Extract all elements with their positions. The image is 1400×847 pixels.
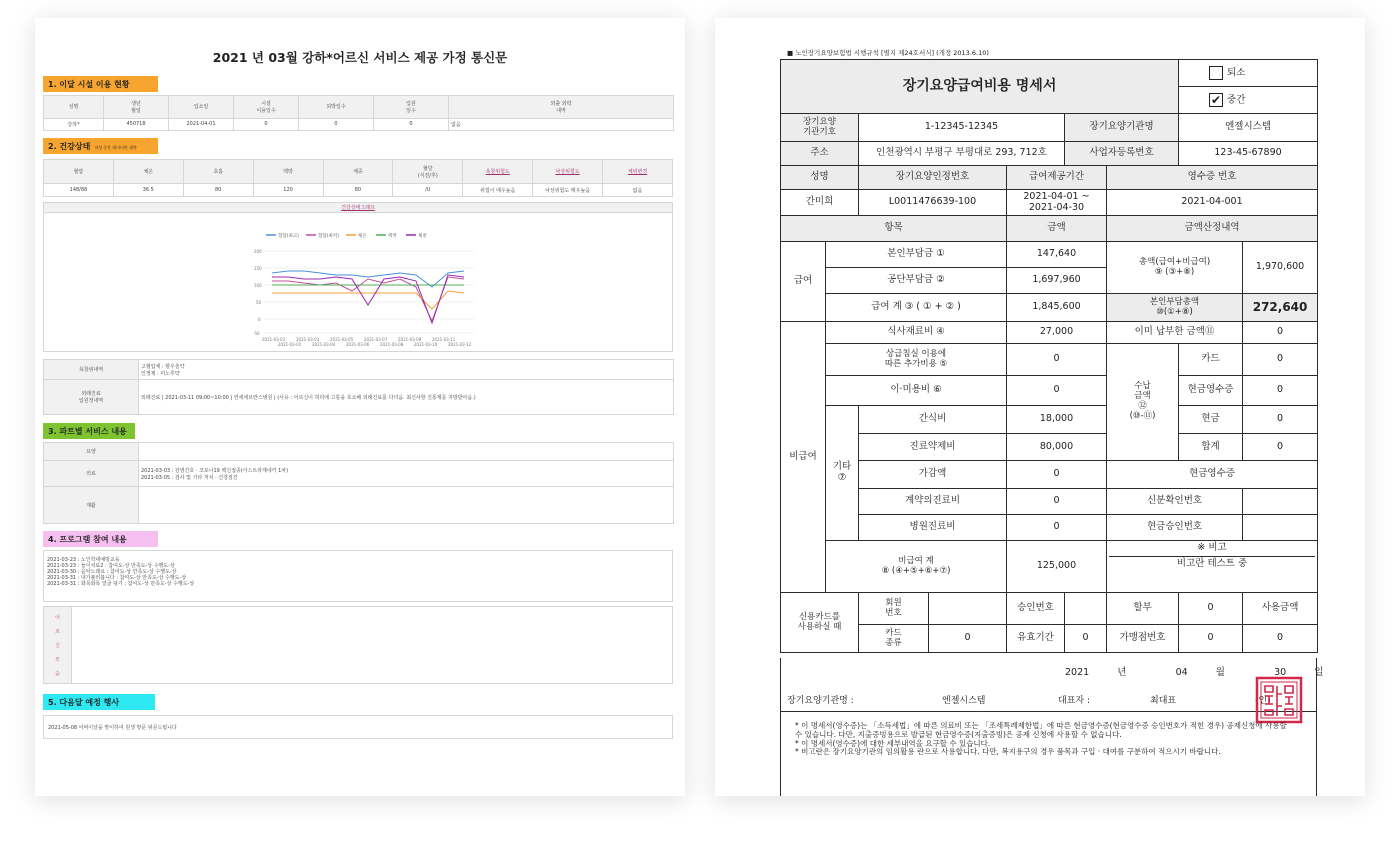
section-1-heading: 1. 이달 시설 이용 현황 [43, 76, 158, 92]
label-cell: 사업자등록번호 [1065, 142, 1179, 166]
date-unit: 일 [1314, 667, 1324, 678]
value-cell: 0 [1007, 515, 1107, 541]
event-box [43, 715, 673, 739]
section-2-note: 작성 중은 데이터만 생략 [94, 145, 137, 150]
value-cell: 0 [929, 625, 1007, 653]
value-cell: 0 [1007, 489, 1107, 515]
event-text: 2021-05-08 어버이날을 맞이하여 원생 방문 위문드립니다 [48, 725, 177, 731]
cell: 낙상위험도 매우높음 [533, 184, 603, 197]
remark-heading: ※ 비고 [1109, 543, 1315, 557]
table-header-row [44, 96, 674, 119]
law-reference: ■ 노인장기요양보험법 시행규칙 [별지 제24호서식] (개정 2013.6.10) [787, 49, 989, 57]
header-cell: 성명 [44, 96, 104, 119]
program-list [43, 550, 673, 602]
newsletter-title: 2021 년 03월 강하*어르신 서비스 제공 가정 통신문 [212, 50, 508, 65]
note-item: * 이 명세서(영수증)에 대한 세부내역을 요구할 수 있습니다. [795, 738, 991, 748]
checkbox-discharge[interactable] [1179, 60, 1318, 87]
health-chart [44, 213, 672, 351]
section-5-heading: 5. 다음달 예정 행사 [43, 694, 155, 710]
value-cell: 2021-04-01 ~ 2021-04-30 [1007, 190, 1107, 216]
cell: 없음 [603, 184, 673, 197]
institution-row [781, 114, 1318, 142]
amount-header-row [781, 216, 1318, 242]
label-cell: 비급여 계 ⑧ (④+⑤+⑥+⑦) [826, 541, 1007, 593]
etc-row-5 [781, 515, 1318, 541]
label-cell: 간식비 [859, 406, 1007, 434]
label-cell: 영수증 번호 [1107, 166, 1318, 190]
svg-text:2021-03-07: 2021-03-07 [364, 337, 388, 342]
value-cell: 0 [1243, 406, 1318, 434]
label-cell: 본인부담금 ① [826, 242, 1007, 268]
header-cell: 호흡 [183, 160, 253, 184]
chart-legend [266, 232, 427, 239]
svg-text:100: 100 [254, 283, 262, 288]
header-cell: 체위변경 [603, 160, 673, 184]
header-cell: 입원 일수 [374, 96, 449, 119]
note-item: * 이 명세서(영수증)는 「소득세법」에 따른 의료비 또는 「조세특례제한법」에 따른 현금영수증(현금영수증 승인번호가 적힌 경우) 공제신청에 사용할 수 있습니다. 다만, 지출증빙용으로 발급된 현금영수증(지출증빙)은 공제 신청에 사용할 수 없습니다. [795, 721, 1287, 739]
cell: 강하* [44, 118, 104, 130]
label-cell: 성명 [781, 166, 859, 190]
cell: /U [393, 184, 463, 197]
date-day: 30 [1274, 667, 1287, 678]
remark-text: 비고란 테스트 중 [1176, 557, 1248, 569]
svg-text:50: 50 [256, 300, 262, 305]
value-cell: 간미희 [781, 190, 859, 216]
group-label: 신용카드를 사용하실 때 [781, 593, 859, 653]
cell: 80 [183, 184, 253, 197]
cell: 0 [234, 118, 299, 130]
table-row [44, 461, 674, 487]
red-seal-icon [1255, 676, 1303, 724]
label-cell: 회원 번호 [859, 593, 929, 625]
label-cell: 장기요양인정번호 [859, 166, 1007, 190]
value-cell: 0 [1007, 461, 1107, 489]
table-row [44, 487, 674, 524]
chart-axis-labels [253, 249, 472, 347]
cell: 위험이 매우높음 [463, 184, 533, 197]
label-cell: 장기요양기관명 [1065, 114, 1179, 142]
header-cell: 입소일 [169, 96, 234, 119]
checkbox-empty-icon[interactable] [1209, 66, 1223, 80]
svg-text:2021-03-11: 2021-03-11 [432, 337, 456, 342]
label-cell: 주소 [781, 142, 859, 166]
row-label: 의료 [44, 461, 139, 487]
value-cell: 0 [1179, 593, 1243, 625]
group-label: 비급여 [781, 322, 826, 593]
value-cell: 0 [1243, 434, 1318, 461]
value-cell: 2021-04-001 [1107, 190, 1318, 216]
cell: 36.5 [113, 184, 183, 197]
value-cell: 272,640 [1243, 294, 1318, 322]
date-unit: 월 [1215, 667, 1225, 678]
label-cell: 계약의진료비 [859, 489, 1007, 515]
value-cell [1065, 593, 1107, 625]
legend-label: 맥박 [388, 234, 397, 239]
cell: 없음 [449, 118, 674, 130]
checkbox-label: 중간 [1227, 94, 1246, 106]
list-item: 2021-03-23 : 놀이치료2 : 참여도-상 만족도-상 수행도-상 [47, 563, 175, 569]
header-cell: 맥박 [253, 160, 323, 184]
group-label: 기타 ⑦ [826, 406, 859, 541]
frame-line [780, 658, 781, 796]
chart-title [44, 203, 672, 213]
statement-title: 장기요양급여비용 명세서 [781, 60, 1179, 114]
header-cell: 항목 [781, 216, 1007, 242]
nonpay-sum-row [781, 541, 1318, 593]
svg-text:2021-03-08: 2021-03-08 [380, 342, 404, 347]
svg-text:2021-03-10: 2021-03-10 [414, 342, 438, 347]
checkbox-checked-icon[interactable]: ✔ [1211, 93, 1222, 107]
label-cell: 상급침실 이용에 따른 추가비용 ⑤ [826, 344, 1007, 376]
value-cell: 27,000 [1007, 322, 1107, 344]
value-cell: 0 [1007, 376, 1107, 406]
series-line [272, 291, 464, 309]
value-cell: 0 [1179, 625, 1243, 653]
label-cell: 유효기간 [1007, 625, 1065, 653]
institution-label: 장기요양기관명 : [787, 696, 854, 706]
cell: 외래진료 | 2021-03-11 09:00~10:00 | 연세세브란스병원 | (사유 : 어르신이 허리에 고통을 호소해 외래진료를 다녀옴. 최신사항 진통제를 처방받아옴.) [139, 380, 674, 415]
pay-row-3 [781, 294, 1318, 322]
section-2-heading [43, 138, 158, 154]
svg-text:-50: -50 [253, 331, 260, 336]
cell: 2021-03-03 : 감염간호 · 코로나19 백신접종(아스트라제네카 1차) 2021-03-05 : 검사 및 기타 처치 · 건강검진 [139, 461, 674, 487]
value-cell: 125,000 [1007, 541, 1107, 593]
etc-row-1 [781, 406, 1318, 434]
medication-line: 인정제 : 미노루약 [141, 370, 180, 377]
note-item: * 비고란은 장기요양기관의 임의활용 란으로 사용합니다. 다만, 복지용구의 경우 품목과 구입 · 대여를 구분하여 적으시기 바랍니다. [795, 747, 1221, 757]
cell: 450718 [104, 118, 169, 130]
table-header-row [44, 160, 673, 184]
svg-text:2021-03-12: 2021-03-12 [448, 342, 472, 347]
cell: 2021-04-01 [169, 118, 234, 130]
label-cell: 가감액 [859, 461, 1007, 489]
name-value-row [781, 190, 1318, 216]
value-cell [929, 593, 1007, 625]
svg-text:2021-03-09: 2021-03-09 [398, 337, 422, 342]
cell: 80 [323, 184, 393, 197]
label-cell: 본인부담총액 ⑩(①+⑧) [1107, 294, 1243, 322]
cell: 148/88 [44, 184, 114, 197]
frame-line [780, 711, 1317, 712]
value-cell: 1,697,960 [1007, 268, 1107, 294]
svg-text:200: 200 [254, 249, 262, 254]
value-cell: 인천광역시 부평구 부평대로 293, 712호 [859, 142, 1065, 166]
medication-line: 고혈압제 : 항우울약 [141, 363, 185, 370]
label-cell: 현금승인번호 [1107, 515, 1243, 541]
cell: 0 [374, 118, 449, 130]
label-cell: 합계 [1179, 434, 1243, 461]
medical-detail-table [43, 359, 674, 415]
credit-row-2 [781, 625, 1318, 653]
header-cell: 외출 외박 내역 [449, 96, 674, 119]
label-cell: 공단부담금 ② [826, 268, 1007, 294]
section-3-heading: 3. 파트별 서비스 내용 [43, 423, 135, 439]
label-cell: 총액(급여+비급여) ⑨ (③+⑧) [1107, 242, 1243, 294]
svg-text:150: 150 [254, 266, 262, 271]
label-cell: 병원진료비 [859, 515, 1007, 541]
service-table [43, 442, 674, 524]
value-cell: 18,000 [1007, 406, 1107, 434]
etc-row-4 [781, 489, 1318, 515]
label-cell: 가맹점번호 [1107, 625, 1179, 653]
table-row [44, 443, 674, 461]
remark-cell [1107, 541, 1318, 593]
label-cell: 이미 납부한 금액⑪ [1107, 322, 1243, 344]
row-label: 외래진료 입원정내역 [44, 380, 139, 415]
chart-title-text: 건강상태그래프 [341, 205, 375, 211]
value-cell: 1-12345-12345 [859, 114, 1065, 142]
notes-block [795, 722, 1295, 757]
label-cell: 신분확인번호 [1107, 489, 1243, 515]
approval-number-field [1243, 515, 1318, 541]
value-cell: 147,640 [1007, 242, 1107, 268]
value-cell: 0 [1007, 344, 1107, 376]
representative-label: 대표자 : [1058, 696, 1090, 706]
label-cell: 식사재료비 ④ [826, 322, 1007, 344]
list-item: 2021-03-30 : 음악노래요 : 참여도-상 만족도-상 수행도-상 [47, 569, 177, 575]
facility-usage-table [43, 95, 674, 131]
cell: 120 [253, 184, 323, 197]
header-cell: 생년 월일 [104, 96, 169, 119]
svg-text:2021-03-05: 2021-03-05 [330, 337, 354, 342]
value-cell: 엔젤시스템 [1179, 114, 1318, 142]
value-cell: 1,970,600 [1243, 242, 1318, 294]
table-row [44, 184, 673, 197]
family-newsletter-page [35, 18, 685, 796]
label-cell: 이·미용비 ⑥ [826, 376, 1007, 406]
long-term-care-statement-page [715, 18, 1365, 796]
legend-label: 체중 [418, 234, 427, 239]
label-cell: 사용금액 [1243, 593, 1318, 625]
representative-value: 최대표 [1150, 696, 1177, 706]
header-cell: 욕창위험도 [463, 160, 533, 184]
value-cell: 0 [1065, 625, 1107, 653]
legend-label: 체온 [358, 234, 367, 239]
label-cell: 진료약제비 [859, 434, 1007, 461]
address-row [781, 142, 1318, 166]
photo-side-label: 어 르 신 모 습 [44, 607, 72, 683]
row-label: 욕창위내역 [44, 360, 139, 380]
svg-text:2021-03-04: 2021-03-04 [312, 342, 336, 347]
nonpay-row-2 [781, 344, 1318, 376]
cell: 0 [299, 118, 374, 130]
header-cell: 시설 이용일수 [234, 96, 299, 119]
header-cell: 금액 [1007, 216, 1107, 242]
cell [139, 360, 674, 380]
svg-text:0: 0 [258, 317, 261, 322]
value-cell: 0 [1243, 625, 1318, 653]
row-label: 요양 [44, 443, 139, 461]
title-row-1 [781, 60, 1318, 87]
statement-table [780, 59, 1318, 653]
label-cell: 현금 [1179, 406, 1243, 434]
value-cell: 0 [1243, 322, 1318, 344]
header-cell: 현금영수증 [1107, 461, 1318, 489]
header-cell: 외박일수 [299, 96, 374, 119]
id-number-field [1243, 489, 1318, 515]
value-cell: 0 [1243, 376, 1318, 406]
photo-box [43, 606, 673, 684]
institution-value: 엔젤시스템 [942, 696, 986, 706]
nonpay-row-3 [781, 376, 1318, 406]
list-item: 2021-03-31 : 내가불러봅니다 : 참여도-상 만족도-상 수행도-상 [47, 575, 187, 581]
checkbox-label: 퇴소 [1227, 67, 1246, 79]
value-cell: 123-45-67890 [1179, 142, 1318, 166]
table-row [44, 118, 674, 130]
legend-label: 혈압(최고) [278, 234, 299, 239]
header-cell: 금액산정내역 [1107, 216, 1318, 242]
section-4-heading: 4. 프로그램 참여 내용 [43, 531, 158, 547]
header-cell: 낙상위험도 [533, 160, 603, 184]
label-cell: 급여제공기간 [1007, 166, 1107, 190]
svg-text:2021-03-06: 2021-03-06 [346, 342, 370, 347]
table-row [44, 360, 674, 380]
label-cell: 카드 [1179, 344, 1243, 376]
label-cell: 현금영수증 [1179, 376, 1243, 406]
value-cell: 0 [1243, 344, 1318, 376]
checkbox-interim[interactable] [1179, 87, 1318, 114]
name-header-row [781, 166, 1318, 190]
list-item: 2021-03-23 : 노인학대예방교육 [47, 557, 120, 563]
seal-mark: (인) [1255, 696, 1271, 706]
pay-row-1 [781, 242, 1318, 268]
etc-row-2 [781, 434, 1318, 461]
label-cell: 할부 [1107, 593, 1179, 625]
label-cell: 승인번호 [1007, 593, 1065, 625]
cell [139, 487, 674, 524]
section-2-title: 2. 건강상태 [48, 142, 91, 151]
value-cell: 80,000 [1007, 434, 1107, 461]
header-cell: 체중 [323, 160, 393, 184]
label-cell: 카드 종류 [859, 625, 929, 653]
header-cell: 혈압 [44, 160, 114, 184]
nonpay-row-1 [781, 322, 1318, 344]
header-cell: 혈당 (식전/후) [393, 160, 463, 184]
header-cell: 체온 [113, 160, 183, 184]
svg-text:2021-03-01: 2021-03-01 [262, 337, 286, 342]
value-cell: 1,845,600 [1007, 294, 1107, 322]
health-status-table [43, 159, 673, 197]
frame-line [1316, 658, 1317, 796]
label-cell: 급여 계 ③ ( ① + ② ) [826, 294, 1007, 322]
etc-row-3 [781, 461, 1318, 489]
credit-row-1 [781, 593, 1318, 625]
date-unit: 년 [1117, 667, 1127, 678]
cell [139, 443, 674, 461]
date-year: 2021 [1065, 667, 1090, 678]
date-month: 04 [1175, 667, 1188, 678]
group-label: 수납 금액 ⑫ (⑩-⑪) [1107, 344, 1179, 461]
health-chart-box [43, 202, 673, 352]
value-cell: L0011476639-100 [859, 190, 1007, 216]
table-row [44, 380, 674, 415]
legend-label: 혈압(최저) [318, 234, 339, 239]
svg-text:2021-03-03: 2021-03-03 [296, 337, 320, 342]
label-cell: 장기요양 기관기호 [781, 114, 859, 142]
list-item: 2021-03-31 : 화목화목 얼굴 닦기 : 참여도-상 만족도-상 수행도-상 [47, 581, 195, 587]
row-label: 재활 [44, 487, 139, 524]
group-label: 급여 [781, 242, 826, 322]
svg-text:2021-03-02: 2021-03-02 [278, 342, 302, 347]
